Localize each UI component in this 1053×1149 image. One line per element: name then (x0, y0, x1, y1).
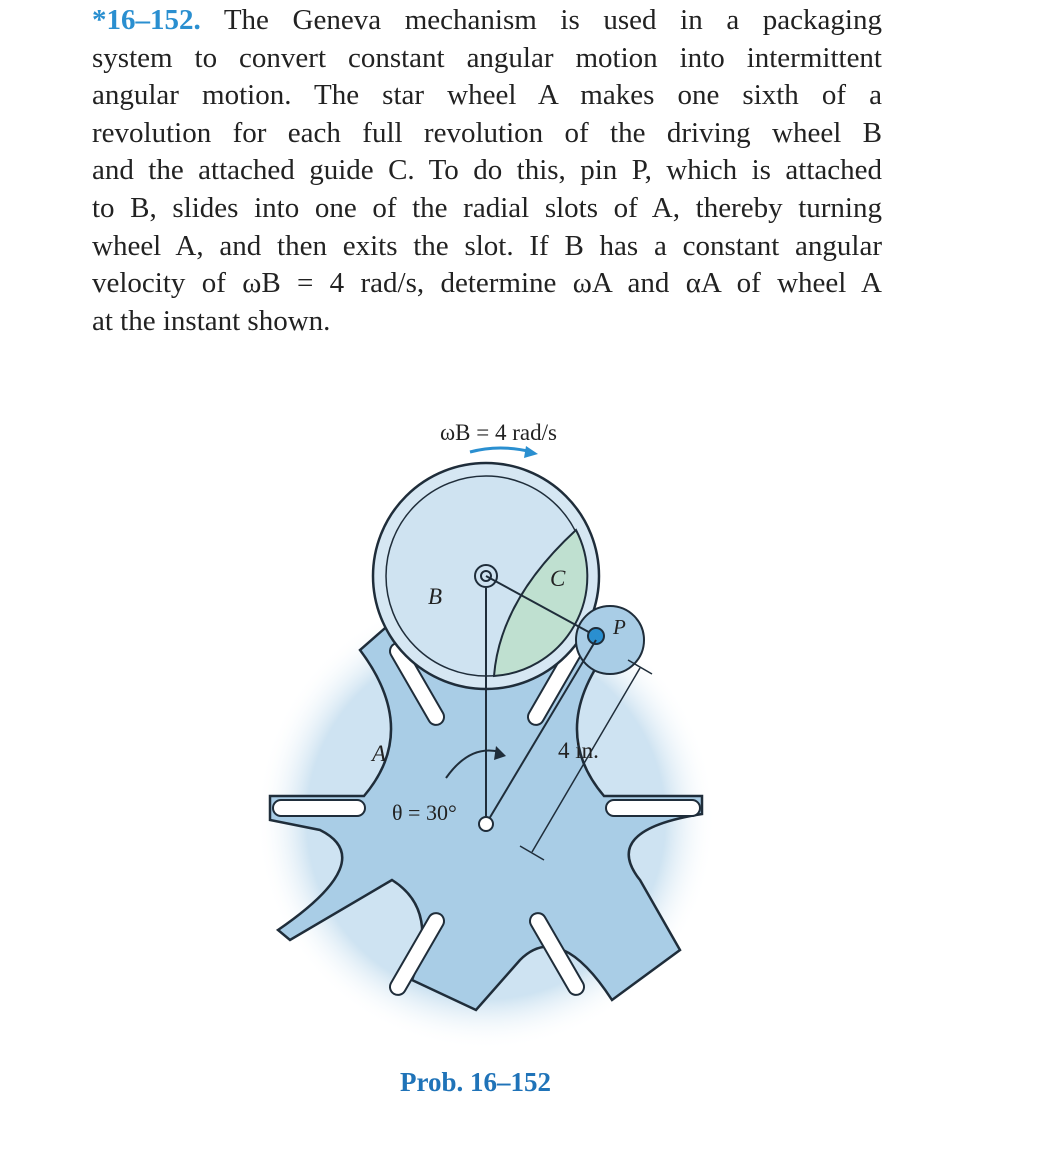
problem-number: *16–152. (92, 4, 201, 36)
figure-caption: Prob. 16–152 (400, 1067, 552, 1097)
problem-line-2: system to convert constant angular motion into intermittent (92, 41, 882, 74)
problem-line-5: and the attached guide C. To do this, pin P, which is attached (92, 154, 882, 187)
theta-label: θ = 30° (392, 800, 457, 825)
problem-line-8: velocity of ωB = 4 rad/s, determine ωA and αA of wheel A (92, 267, 882, 300)
problem-line-7: wheel A, and then exits the slot. If B has a constant angular (92, 229, 882, 262)
problem-line-4: revolution for each full revolution of the driving wheel B (92, 116, 882, 149)
problem-line-6: to B, slides into one of the radial slots of A, thereby turning (92, 191, 882, 224)
problem-line-3: angular motion. The star wheel A makes one sixth of a (92, 79, 882, 112)
a-center (479, 817, 493, 831)
problem-line-9: at the instant shown. (92, 304, 331, 337)
dimension-label: 4 in. (558, 738, 599, 763)
problem-line-1: *16–152. The Geneva mechanism is used in a packaging (92, 4, 882, 36)
omega-arrow (470, 448, 532, 452)
label-b: B (428, 584, 443, 609)
label-a: A (372, 741, 387, 766)
label-p: P (613, 615, 626, 639)
label-c: C (550, 566, 566, 591)
omega-arrowhead (524, 446, 538, 458)
omega-b-label: ωB = 4 rad/s (440, 420, 557, 445)
